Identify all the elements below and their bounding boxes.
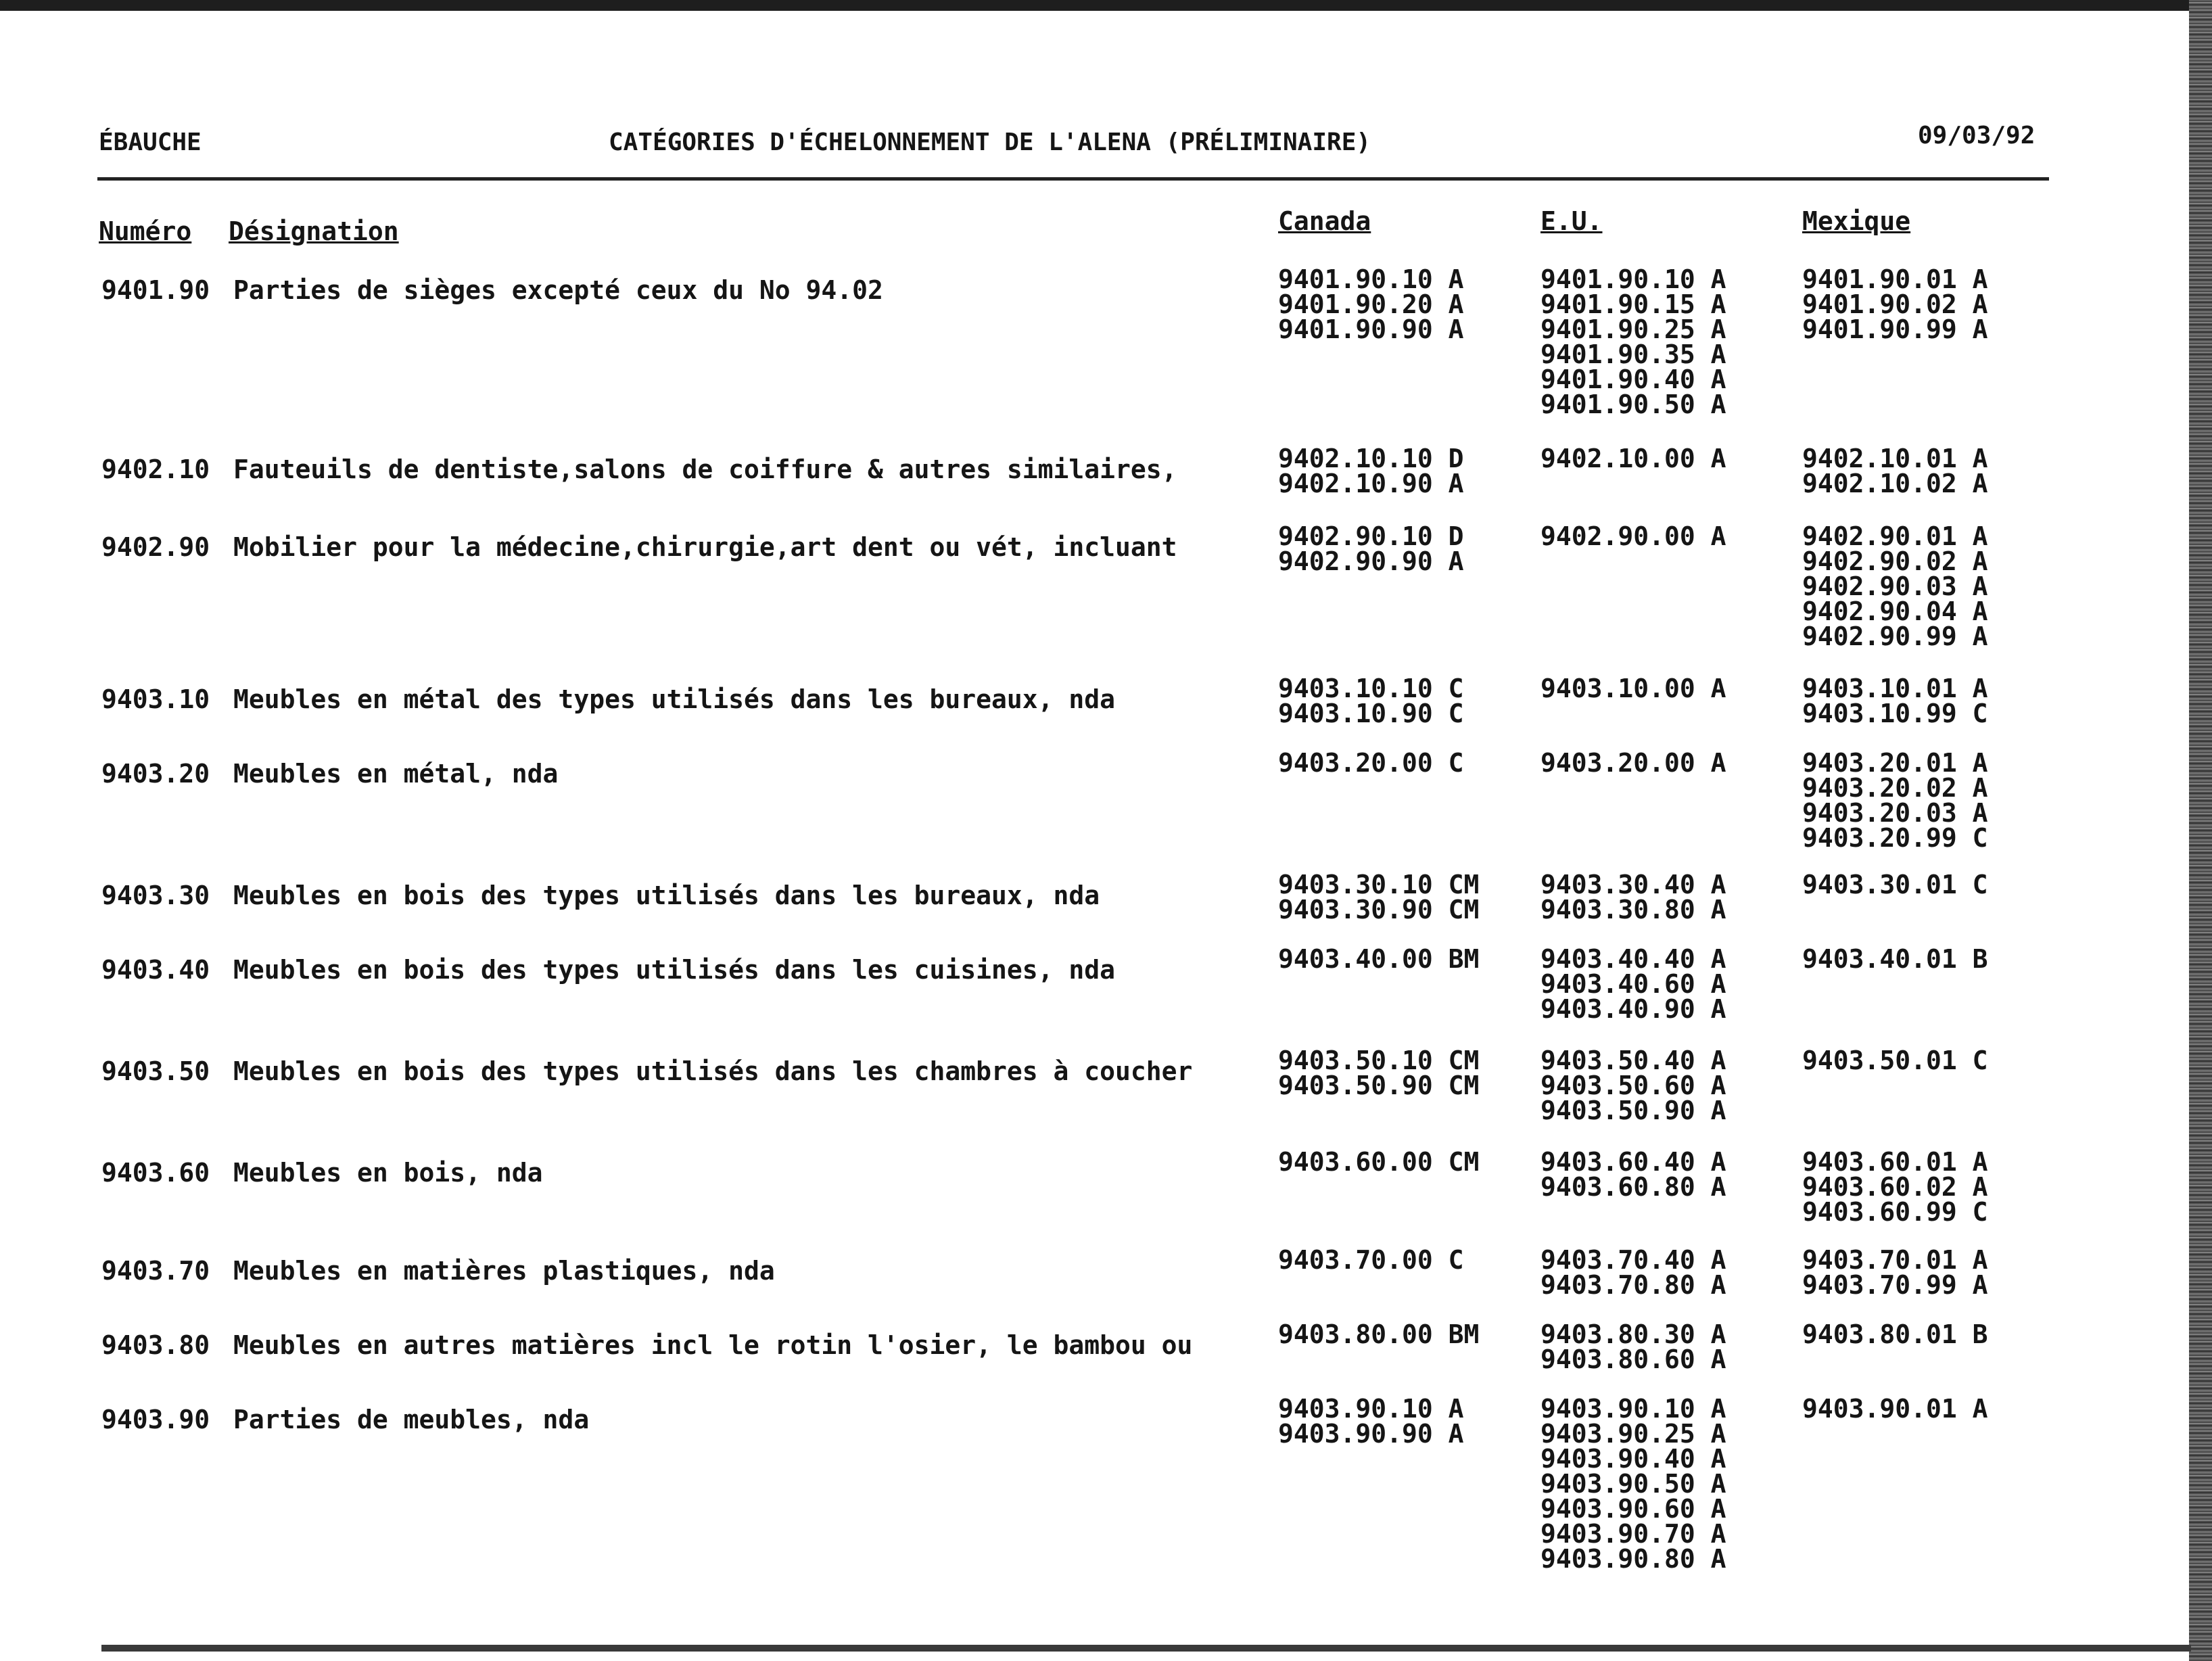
- canada-code: 9401.90.20 A: [1278, 289, 1464, 319]
- tariff-number: 9402.10: [101, 454, 210, 484]
- eu-code: 9403.10.00 A: [1540, 674, 1726, 703]
- mexique-codes: [1802, 1319, 1988, 1349]
- eu-code: 9403.60.80 A: [1540, 1172, 1726, 1202]
- designation-text: Meubles en bois, nda: [233, 1158, 543, 1188]
- column-header-designation: Désignation: [229, 216, 399, 246]
- page-title: CATÉGORIES D'ÉCHELONNEMENT DE L'ALENA (PRÉLIMINAIRE): [609, 128, 1371, 156]
- canada-codes: [1278, 521, 1464, 576]
- column-header-canada: Canada: [1278, 206, 1371, 236]
- document-date: 09/03/92: [1918, 122, 2035, 149]
- eu-code: 9403.30.80 A: [1540, 895, 1726, 925]
- canada-codes: [1278, 1245, 1464, 1275]
- eu-code: 9403.80.60 A: [1540, 1344, 1726, 1374]
- mexique-code: 9402.90.01 A: [1802, 521, 1988, 551]
- mexique-code: 9403.70.01 A: [1802, 1245, 1988, 1275]
- canada-code: 9402.90.90 A: [1278, 546, 1464, 576]
- canada-code: 9403.50.90 CM: [1278, 1071, 1480, 1100]
- canada-code: 9401.90.10 A: [1278, 264, 1464, 294]
- eu-code: 9403.40.40 A: [1540, 944, 1726, 974]
- eu-codes: [1540, 1147, 1726, 1202]
- tariff-number: 9403.90: [101, 1405, 210, 1434]
- canada-code: 9402.10.90 A: [1278, 469, 1464, 498]
- canada-codes: [1278, 1394, 1464, 1449]
- mexique-code: 9403.10.01 A: [1802, 674, 1988, 703]
- eu-codes: [1540, 870, 1726, 925]
- designation-text: Meubles en matières plastiques, nda: [233, 1256, 775, 1286]
- header-rule: [97, 177, 2049, 181]
- mexique-code: 9402.10.01 A: [1802, 444, 1988, 473]
- eu-code: 9403.50.60 A: [1540, 1071, 1726, 1100]
- tariff-number: 9403.30: [101, 881, 210, 910]
- mexique-codes: [1802, 446, 1988, 496]
- mexique-code: 9402.10.02 A: [1802, 469, 1988, 498]
- designation-text: Meubles en métal des types utilisés dans les bureaux, nda: [233, 684, 1116, 714]
- canada-code: 9403.50.10 CM: [1278, 1046, 1480, 1075]
- eu-codes: [1540, 1245, 1726, 1300]
- eu-code: 9403.90.10 A: [1540, 1394, 1726, 1424]
- mexique-code: 9403.20.02 A: [1802, 773, 1988, 803]
- eu-codes: [1540, 748, 1726, 778]
- eu-codes: [1540, 944, 1726, 1024]
- eu-code: 9403.90.25 A: [1540, 1419, 1726, 1449]
- eu-code: 9403.50.90 A: [1540, 1096, 1726, 1125]
- canada-code: 9403.80.00 BM: [1278, 1319, 1480, 1349]
- eu-code: 9403.80.30 A: [1540, 1319, 1726, 1349]
- draft-label: ÉBAUCHE: [99, 128, 202, 156]
- canada-code: 9403.90.10 A: [1278, 1394, 1464, 1424]
- mexique-code: 9402.90.99 A: [1802, 622, 1988, 651]
- designation-text: Meubles en bois des types utilisés dans les chambres à coucher: [233, 1056, 1193, 1086]
- eu-code: 9401.90.35 A: [1540, 340, 1726, 369]
- eu-code: 9403.70.40 A: [1540, 1245, 1726, 1275]
- designation-text: Meubles en autres matières incl le rotin l'osier, le bambou ou: [233, 1330, 1193, 1360]
- mexique-code: 9403.40.01 B: [1802, 944, 1988, 974]
- mexique-code: 9401.90.02 A: [1802, 289, 1988, 319]
- eu-code: 9401.90.25 A: [1540, 314, 1726, 344]
- mexique-codes: [1802, 521, 1988, 651]
- canada-code: 9402.90.10 D: [1278, 521, 1464, 551]
- eu-code: 9401.90.40 A: [1540, 365, 1726, 394]
- mexique-codes: [1802, 1394, 1988, 1424]
- mexique-code: 9403.20.03 A: [1802, 798, 1988, 828]
- eu-code: 9403.30.40 A: [1540, 870, 1726, 899]
- mexique-code: 9403.70.99 A: [1802, 1270, 1988, 1300]
- mexique-code: 9403.30.01 C: [1802, 870, 1988, 899]
- mexique-codes: [1802, 264, 1988, 344]
- tariff-number: 9403.80: [101, 1330, 210, 1360]
- column-header-eu: E.U.: [1540, 206, 1603, 236]
- eu-code: 9403.20.00 A: [1540, 748, 1726, 778]
- page-top-edge: [0, 0, 2212, 11]
- mexique-code: 9403.60.02 A: [1802, 1172, 1988, 1202]
- page-right-edge: [2189, 0, 2212, 1661]
- mexique-code: 9403.90.01 A: [1802, 1394, 1988, 1424]
- tariff-number: 9403.70: [101, 1256, 210, 1286]
- mexique-codes: [1802, 748, 1988, 853]
- canada-code: 9403.70.00 C: [1278, 1245, 1464, 1275]
- eu-code: 9403.90.80 A: [1540, 1544, 1726, 1574]
- mexique-codes: [1802, 1147, 1988, 1227]
- designation-text: Mobilier pour la médecine,chirurgie,art dent ou vét, incluant: [233, 532, 1177, 562]
- eu-codes: [1540, 521, 1726, 551]
- mexique-code: 9403.20.01 A: [1802, 748, 1988, 778]
- canada-codes: [1278, 446, 1464, 496]
- mexique-codes: [1802, 1245, 1988, 1300]
- mexique-code: 9402.90.04 A: [1802, 596, 1988, 626]
- eu-code: 9403.70.80 A: [1540, 1270, 1726, 1300]
- canada-code: 9403.30.10 CM: [1278, 870, 1480, 899]
- canada-code: 9403.20.00 C: [1278, 748, 1464, 778]
- mexique-code: 9403.80.01 B: [1802, 1319, 1988, 1349]
- mexique-code: 9402.90.03 A: [1802, 571, 1988, 601]
- tariff-number: 9403.20: [101, 759, 210, 789]
- eu-codes: [1540, 446, 1726, 471]
- eu-code: 9403.90.60 A: [1540, 1494, 1726, 1524]
- mexique-codes: [1802, 872, 1988, 897]
- mexique-codes: [1802, 1048, 1988, 1073]
- column-header-numero: Numéro: [99, 216, 192, 246]
- eu-codes: [1540, 676, 1726, 701]
- canada-code: 9403.40.00 BM: [1278, 944, 1480, 974]
- canada-code: 9401.90.90 A: [1278, 314, 1464, 344]
- eu-codes: [1540, 1048, 1726, 1123]
- page-bottom-edge: [101, 1645, 2191, 1652]
- designation-text: Meubles en bois des types utilisés dans les cuisines, nda: [233, 955, 1116, 985]
- mexique-codes: [1802, 676, 1988, 726]
- column-header-mexique: Mexique: [1802, 206, 1911, 236]
- tariff-number: 9403.10: [101, 684, 210, 714]
- mexique-code: 9402.90.02 A: [1802, 546, 1988, 576]
- eu-code: 9403.40.60 A: [1540, 969, 1726, 999]
- mexique-code: 9403.60.01 A: [1802, 1147, 1988, 1177]
- eu-code: 9403.60.40 A: [1540, 1147, 1726, 1177]
- mexique-code: 9403.60.99 C: [1802, 1197, 1988, 1227]
- mexique-code: 9401.90.99 A: [1802, 314, 1988, 344]
- tariff-number: 9403.50: [101, 1056, 210, 1086]
- eu-code: 9401.90.50 A: [1540, 390, 1726, 419]
- canada-code: 9402.10.10 D: [1278, 444, 1464, 473]
- eu-code: 9402.10.00 A: [1540, 444, 1726, 473]
- mexique-codes: [1802, 944, 1988, 974]
- eu-code: 9403.90.40 A: [1540, 1444, 1726, 1474]
- eu-code: 9402.90.00 A: [1540, 521, 1726, 551]
- canada-codes: [1278, 264, 1464, 344]
- tariff-number: 9403.60: [101, 1158, 210, 1188]
- canada-code: 9403.90.90 A: [1278, 1419, 1464, 1449]
- canada-codes: [1278, 1319, 1480, 1349]
- mexique-code: 9403.50.01 C: [1802, 1046, 1988, 1075]
- eu-codes: [1540, 1394, 1726, 1574]
- designation-text: Parties de meubles, nda: [233, 1405, 590, 1434]
- eu-code: 9403.50.40 A: [1540, 1046, 1726, 1075]
- canada-codes: [1278, 1048, 1479, 1098]
- eu-codes: [1540, 1319, 1726, 1374]
- canada-codes: [1278, 944, 1480, 974]
- canada-code: 9403.60.00 CM: [1278, 1147, 1480, 1177]
- designation-text: Parties de sièges excepté ceux du No 94.02: [233, 275, 883, 305]
- tariff-number: 9403.40: [101, 955, 210, 985]
- designation-text: Fauteuils de dentiste,salons de coiffure & autres similaires,: [233, 454, 1177, 484]
- eu-code: 9403.90.70 A: [1540, 1519, 1726, 1549]
- mexique-code: 9403.10.99 C: [1802, 699, 1988, 728]
- tariff-number: 9402.90: [101, 532, 210, 562]
- mexique-code: 9403.20.99 C: [1802, 823, 1988, 853]
- eu-code: 9401.90.10 A: [1540, 264, 1726, 294]
- mexique-code: 9401.90.01 A: [1802, 264, 1988, 294]
- eu-codes: [1540, 264, 1726, 419]
- canada-code: 9403.10.10 C: [1278, 674, 1464, 703]
- canada-code: 9403.30.90 CM: [1278, 895, 1480, 925]
- canada-codes: [1278, 748, 1464, 778]
- designation-text: Meubles en bois des types utilisés dans les bureaux, nda: [233, 881, 1100, 910]
- canada-codes: [1278, 1147, 1480, 1177]
- canada-code: 9403.10.90 C: [1278, 699, 1464, 728]
- tariff-number: 9401.90: [101, 275, 210, 305]
- canada-codes: [1278, 676, 1464, 726]
- eu-code: 9401.90.15 A: [1540, 289, 1726, 319]
- canada-codes: [1278, 870, 1480, 925]
- eu-code: 9403.90.50 A: [1540, 1469, 1726, 1499]
- designation-text: Meubles en métal, nda: [233, 759, 559, 789]
- eu-code: 9403.40.90 A: [1540, 994, 1726, 1024]
